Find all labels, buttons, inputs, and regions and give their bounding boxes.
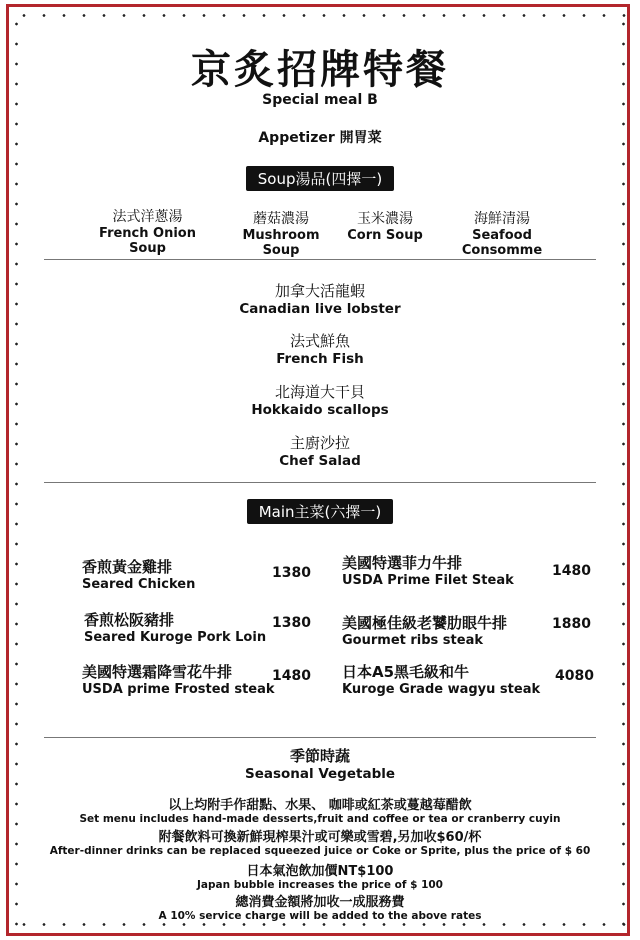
- dish-price: 4080: [555, 668, 594, 684]
- dotted-border-bottom: [14, 923, 626, 926]
- note-en: Japan bubble increases the price of $ 100: [197, 879, 443, 891]
- dish-name-en: Kuroge Grade wagyu steak: [342, 682, 541, 697]
- soup-name-en: Corn Soup: [347, 228, 423, 243]
- dish-name-en: USDA prime Frosted steak: [82, 682, 275, 697]
- main-dish: [342, 552, 514, 588]
- main-section-header: [0, 499, 640, 524]
- main-dish: [342, 661, 540, 697]
- dish-name-en: USDA Prime Filet Steak: [342, 573, 514, 588]
- vegetable-name-zh: 季節時蔬: [289, 747, 350, 765]
- vegetable-name-en: Seasonal Vegetable: [244, 766, 396, 782]
- appetizer-label: Appetizer 開胃菜: [258, 130, 382, 146]
- main-dish: [82, 556, 195, 592]
- vegetable-item: [0, 745, 640, 782]
- soup-item: [344, 208, 426, 243]
- soup-name-zh: 法式洋蔥湯: [112, 209, 183, 225]
- dish-name-zh: 日本A5黑毛級和牛: [342, 663, 470, 681]
- soup-badge: Soup湯品(四擇一): [246, 166, 394, 191]
- course-item: [0, 432, 640, 469]
- note: [0, 826, 640, 857]
- course-name-en: Hokkaido scallops: [251, 402, 389, 418]
- main-dish: [82, 661, 275, 697]
- main-dish: [342, 612, 507, 648]
- divider: [44, 482, 596, 483]
- dish-price: 1380: [272, 565, 311, 581]
- dotted-border-left: [15, 14, 18, 926]
- note-zh: 附餐飲料可換新鮮現榨果汁或可樂或雪碧,另加收$60/杯: [158, 830, 482, 845]
- main-dish: [84, 609, 266, 645]
- dish-name-zh: 香煎松阪豬排: [84, 611, 175, 629]
- dish-price: 1380: [272, 615, 311, 631]
- dish-name-zh: 香煎黃金雞排: [82, 558, 173, 576]
- dish-price: 1480: [272, 668, 311, 684]
- main-badge: Main主菜(六擇一): [247, 499, 394, 524]
- course-name-en: French Fish: [276, 351, 364, 367]
- dish-name-zh: 美國極佳級老饕肋眼牛排: [342, 614, 508, 632]
- note: [0, 891, 640, 922]
- course-name-zh: 北海道大干貝: [274, 383, 365, 401]
- soup-item: [80, 206, 215, 256]
- note: [0, 860, 640, 891]
- dotted-border-right: [622, 14, 625, 926]
- dish-name-en: Seared Kuroge Pork Loin: [84, 630, 267, 645]
- course-name-zh: 加拿大活龍蝦: [274, 282, 365, 300]
- soup-item: [432, 208, 572, 258]
- dish-name-zh: 美國特選菲力牛排: [342, 554, 463, 572]
- soup-name-en: Seafood Consomme: [461, 228, 543, 258]
- soup-name-zh: 玉米濃湯: [357, 211, 413, 227]
- soup-name-en: Mushroom Soup: [242, 228, 320, 258]
- soup-name-zh: 海鮮清湯: [474, 211, 530, 227]
- note-zh: 以上均附手作甜點、水果、 咖啡或紅茶或蔓越莓醋飲: [168, 798, 472, 813]
- note-en: A 10% service charge will be added to the above rates: [158, 910, 482, 922]
- note-zh: 總消費金額將加收一成服務費: [235, 895, 405, 910]
- note: [0, 794, 640, 825]
- course-name-zh: 主廚沙拉: [289, 434, 350, 452]
- page-title: 京炙招牌特餐: [191, 47, 449, 93]
- course-item: [0, 381, 640, 418]
- dish-price: 1480: [552, 563, 591, 579]
- dotted-border-top: [14, 14, 626, 17]
- course-name-en: Chef Salad: [279, 453, 361, 469]
- course-name-en: Canadian live lobster: [239, 301, 401, 317]
- dish-name-zh: 美國特選霜降雪花牛排: [82, 663, 233, 681]
- dish-price: 1880: [552, 616, 591, 632]
- course-name-zh: 法式鮮魚: [289, 332, 350, 350]
- note-en: After-dinner drinks can be replaced squeezed juice or Coke or Sprite, plus the price of $ 60: [49, 845, 591, 857]
- note-zh: 日本氣泡飲加價NT$100: [246, 864, 394, 879]
- soup-item: [222, 208, 340, 258]
- dish-name-en: Seared Chicken: [82, 577, 196, 592]
- course-item: [0, 330, 640, 367]
- meal-subtitle: Special meal B: [262, 92, 378, 108]
- note-en: Set menu includes hand-made desserts,fruit and coffee or tea or cranberry cuyin: [79, 813, 561, 825]
- divider: [44, 259, 596, 260]
- divider: [44, 737, 596, 738]
- dish-name-en: Gourmet ribs steak: [342, 633, 483, 648]
- soup-name-zh: 蘑菇濃湯: [253, 211, 309, 227]
- course-item: [0, 280, 640, 317]
- soup-name-en: French Onion Soup: [99, 226, 196, 256]
- soup-section-header: [0, 166, 640, 191]
